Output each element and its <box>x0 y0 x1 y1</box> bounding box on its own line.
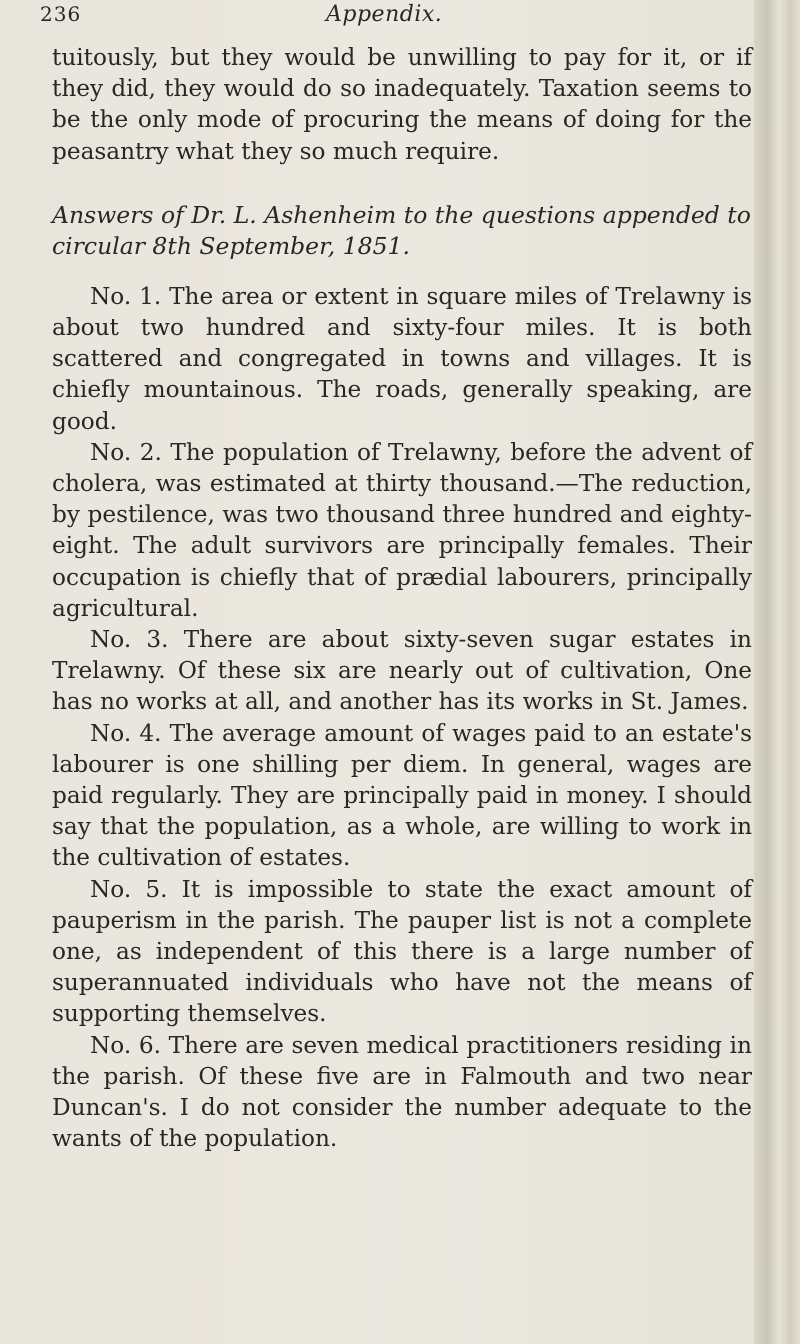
running-head: Appendix. <box>326 2 443 27</box>
answer-6-paragraph: No. 6. There are seven medical practitioners residing in the parish. Of these five are in Falmouth and two near Duncan's. I do not consider the number adequate to the wants of the population. <box>52 1031 752 1153</box>
body-text <box>52 42 752 1155</box>
answer-2-paragraph: No. 2. The population of Trelawny, before the advent of cholera, was estimated at thirty thousand.—The reduction, by pestilence, was two thousand three hundred and eighty-eight. The adult survivors are principally females. Their occupation is chiefly that of prædial labourers, principally agricultural. <box>52 438 752 622</box>
page-number: 236 <box>40 2 82 26</box>
answer-4-paragraph: No. 4. The average amount of wages paid to an estate's labourer is one shilling per diem. In general, wages are paid regularly. They are principally paid in money. I should say that the population, as a whole, are willing to work in the cultivation of estates. <box>52 719 752 872</box>
section-heading: Answers of Dr. L. Ashenheim to the questions appended to circular 8th September, 1851. <box>52 200 751 260</box>
page-edge-shadow <box>754 0 800 1344</box>
opening-paragraph: tuitously, but they would be unwilling to pay for it, or if they did, they would do so inadequately. Taxation seems to be the only mode of procuring the means of doing for the peasantry what they so much require. <box>52 44 752 165</box>
answer-5-paragraph: No. 5. It is impossible to state the exact amount of pauperism in the parish. The pauper list is not a complete one, as independent of this there is a large number of superannuated individuals who have not the means of supporting themselves. <box>52 875 752 1028</box>
answer-1-paragraph: No. 1. The area or extent in square miles of Trelawny is about two hundred and sixty-four miles. It is both scattered and congregated in towns and villages. It is chiefly mountainous. The roads, generally speaking, are good. <box>52 282 752 435</box>
answer-3-paragraph: No. 3. There are about sixty-seven sugar estates in Trelawny. Of these six are nearly out of cultivation, One has no works at all, and another has its works in St. James. <box>52 626 752 716</box>
page-header <box>40 0 750 40</box>
